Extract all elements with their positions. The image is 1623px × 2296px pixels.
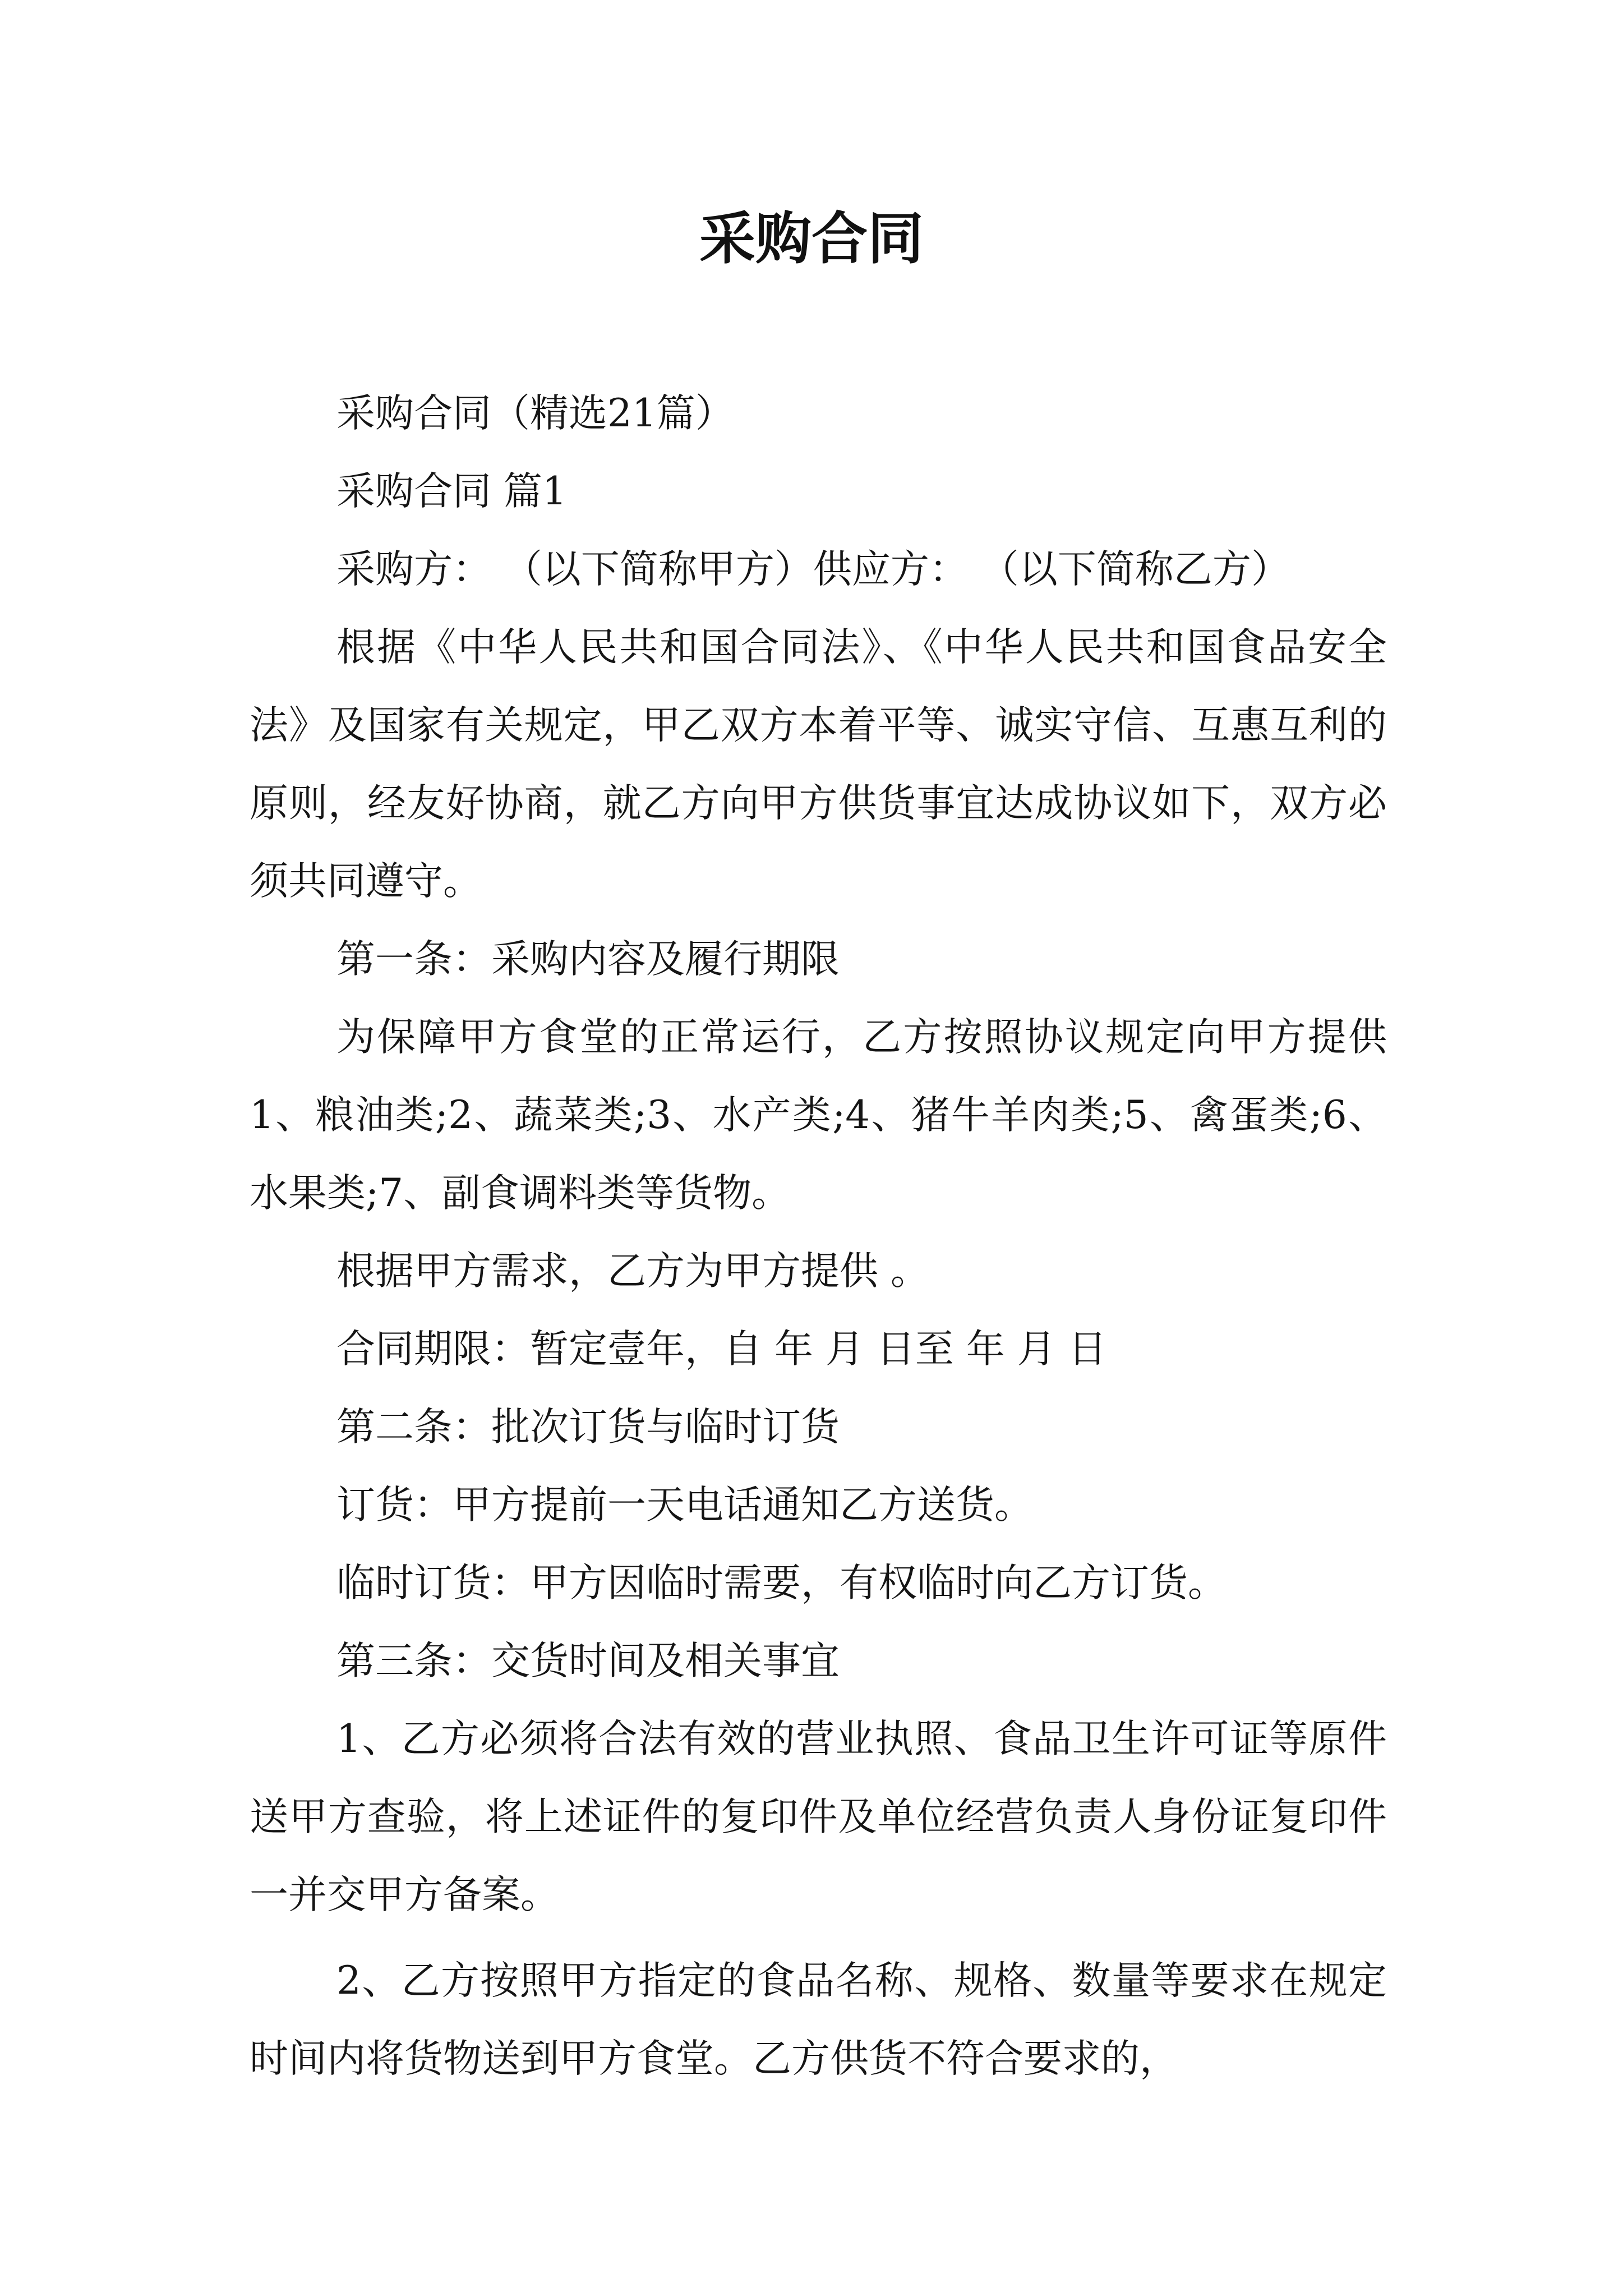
- document-body: [250, 375, 1387, 2098]
- paragraph: 为保障甲方食堂的正常运行，乙方按照协议规定向甲方提供1、粮油类;2、蔬菜类;3、水产类;4、猪牛羊肉类;5、禽蛋类;6、水果类;7、副食调料类等货物。: [250, 1015, 1387, 1216]
- paragraph: 第三条：交货时间及相关事宜: [336, 1639, 840, 1683]
- paragraph: 采购合同 篇1: [336, 469, 567, 514]
- paragraph: 采购方： （以下简称甲方）供应方： （以下简称乙方）: [336, 547, 1290, 592]
- paragraph: 1、乙方必须将合法有效的营业执照、食品卫生许可证等原件送甲方查验，将上述证件的复印件及单位经营负责人身份证复印件一并交甲方备案。: [250, 1717, 1387, 1917]
- paragraph: 根据《中华人民共和国合同法》、《中华人民共和国食品安全法》及国家有关规定，甲乙双方本着平等、诚实守信、互惠互利的原则，经友好协商，就乙方向甲方供货事宜达成协议如下，双方必须共同遵守。: [250, 625, 1387, 904]
- paragraph: 2、乙方按照甲方指定的食品名称、规格、数量等要求在规定时间内将货物送到甲方食堂。乙方供货不符合要求的，: [250, 1958, 1387, 2081]
- paragraph: 采购合同（精选21篇）: [336, 391, 734, 436]
- paragraph: 第二条：批次订货与临时订货: [336, 1405, 840, 1450]
- paragraph: 订货：甲方提前一天电话通知乙方送货。: [336, 1483, 1033, 1527]
- paragraph: 合同期限：暂定壹年，自 年 月 日至 年 月 日: [336, 1327, 1107, 1372]
- paragraph: 根据甲方需求，乙方为甲方提供 。: [336, 1249, 929, 1294]
- paragraph: 临时订货：甲方因临时需要，有权临时向乙方订货。: [336, 1561, 1227, 1605]
- paragraph: 第一条：采购内容及履行期限: [336, 937, 840, 982]
- document-title: 采购合同: [699, 205, 924, 272]
